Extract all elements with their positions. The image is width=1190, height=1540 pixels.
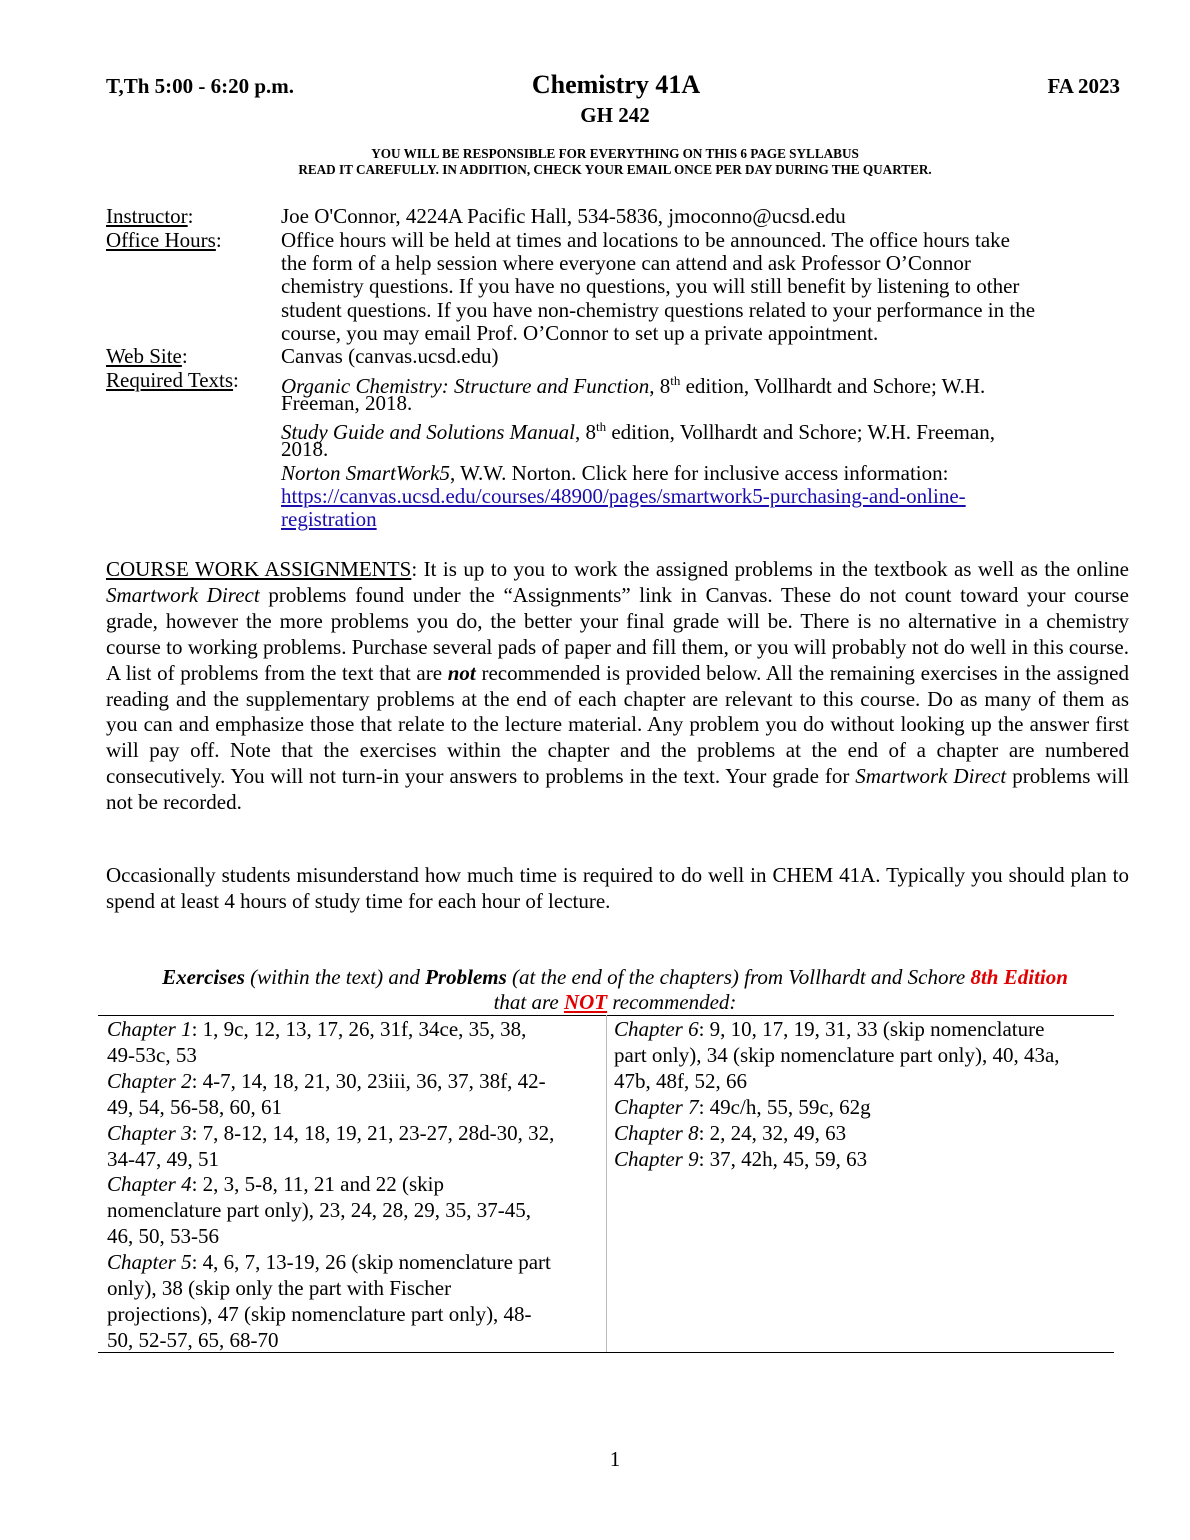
chapter-line bbox=[107, 1276, 554, 1302]
text: (within the text) and bbox=[244, 965, 426, 989]
chapter-label: Chapter 6 bbox=[614, 1017, 699, 1041]
coursework-heading: COURSE WORK ASSIGNMENTS bbox=[106, 557, 412, 581]
office-hours-label-text: Office Hours bbox=[106, 228, 216, 252]
class-schedule: T,Th 5:00 - 6:20 p.m. bbox=[106, 74, 295, 98]
required-text-3 bbox=[281, 462, 948, 485]
chapter-problems: 46, 50, 53-56 bbox=[107, 1224, 219, 1249]
emphasis: Smartwork Direct bbox=[855, 764, 1007, 789]
chapter-label: Chapter 8 bbox=[614, 1120, 699, 1145]
chapter-line bbox=[107, 1043, 554, 1069]
term: FA 2023 bbox=[1047, 74, 1120, 98]
superscript: th bbox=[670, 373, 681, 388]
emphasis: Smartwork Direct bbox=[106, 582, 260, 607]
chapter-problems: 34-47, 49, 51 bbox=[107, 1146, 219, 1171]
chapter-label: Chapter 4 bbox=[107, 1172, 192, 1197]
chapter-label: Chapter 9 bbox=[614, 1146, 699, 1171]
colon: : bbox=[187, 204, 194, 228]
caption-not: NOT bbox=[563, 990, 608, 1014]
chapter-line bbox=[107, 1095, 554, 1121]
instructor-value: Joe O'Connor, 4224A Pacific Hall, 534-5836, jmoconno@ucsd.edu bbox=[281, 204, 846, 228]
chapter-problems: only), 38 (skip only the part with Fischer bbox=[107, 1276, 452, 1301]
office-hours-line: the form of a help session where everyone can attend and ask Professor O’Connor bbox=[281, 251, 971, 275]
text: problems found under the “Assignments” link in Canvas. These do not count toward your course grade, however the more problems you do, the better your final grade will be. There is no alternative in a chemistry course to working problems. Purchase several pads of paper and fill them, or you will probably not do well in this course. A list of problems from the text that are bbox=[106, 582, 1129, 685]
colon: : bbox=[181, 344, 188, 368]
syllabus-notice-line-2: READ IT CAREFULLY. IN ADDITION, CHECK YOUR EMAIL ONCE PER DAY DURING THE QUARTER. bbox=[298, 162, 932, 177]
text: : It is up to you to work the assigned problems in the textbook as well as the online bbox=[411, 557, 1129, 581]
chapter-problems: : 9, 10, 17, 19, 31, 33 (skip nomenclature bbox=[698, 1017, 1045, 1041]
chapter-problems: projections), 47 (skip nomenclature part only), 48- bbox=[107, 1301, 532, 1326]
chapter-line bbox=[614, 1017, 1060, 1043]
chapter-problems: : 1, 9c, 12, 13, 17, 26, 31f, 34ce, 35, 38, bbox=[191, 1017, 527, 1041]
instructor-label-text: Instructor bbox=[106, 204, 188, 228]
text: , 8 bbox=[649, 374, 671, 398]
required-text-1-cont: Freeman, 2018. bbox=[281, 391, 413, 415]
chapter-problems: : 2, 3, 5-8, 11, 21 and 22 (skip bbox=[191, 1172, 444, 1197]
chapter-problems: : 4, 6, 7, 13-19, 26 (skip nomenclature part bbox=[191, 1250, 551, 1275]
text: , W.W. Norton. Click here for inclusive access information: bbox=[450, 461, 949, 485]
chapter-line bbox=[107, 1121, 554, 1147]
chapter-label: Chapter 7 bbox=[614, 1094, 699, 1119]
web-site-label-text: Web Site bbox=[106, 344, 182, 368]
required-texts-label-text: Required Texts bbox=[106, 368, 234, 392]
office-hours-line: student questions. If you have non-chemistry questions related to your performance in the bbox=[281, 298, 1036, 322]
chapter-problems: : 4-7, 14, 18, 21, 30, 23iii, 36, 37, 38f, 42- bbox=[191, 1068, 546, 1093]
chapter-line bbox=[614, 1147, 1060, 1173]
page-number: 1 bbox=[609, 1447, 621, 1471]
chapter-line bbox=[107, 1198, 554, 1224]
text: , 8 bbox=[574, 420, 596, 444]
syllabus-notice-line-1: YOU WILL BE RESPONSIBLE FOR EVERYTHING ON THIS 6 PAGE SYLLABUS bbox=[371, 146, 859, 161]
chapter-label: Chapter 2 bbox=[107, 1068, 192, 1093]
study-time-paragraph: Occasionally students misunderstand how much time is required to do well in CHEM 41A. Typically you should plan to spend at least 4 hours of study time for each hour of lecture. bbox=[106, 863, 1129, 913]
chapter-line bbox=[107, 1147, 554, 1173]
superscript: th bbox=[595, 419, 607, 434]
book-title: Organic Chemistry: Structure and Function bbox=[281, 374, 650, 398]
chapter-problems: nomenclature part only), 23, 24, 28, 29, 35, 37-45, bbox=[107, 1198, 531, 1223]
book-title: Study Guide and Solutions Manual bbox=[281, 420, 575, 444]
emphasis-not: not bbox=[447, 660, 476, 685]
chapter-problems: : 49c/h, 55, 59c, 62g bbox=[698, 1094, 871, 1119]
text: that are bbox=[493, 990, 564, 1014]
chapter-line bbox=[614, 1043, 1060, 1069]
chapter-line bbox=[614, 1069, 1060, 1095]
chapter-line bbox=[614, 1095, 1060, 1121]
table-caption-line-1 bbox=[0, 965, 1190, 990]
office-hours-line: Office hours will be held at times and locations to be announced. The office hours take bbox=[281, 228, 1010, 252]
chapter-problems: : 37, 42h, 45, 59, 63 bbox=[698, 1146, 868, 1171]
required-text-2-cont: 2018. bbox=[281, 437, 329, 461]
chapter-line bbox=[107, 1250, 554, 1276]
web-site-label bbox=[106, 345, 188, 368]
chapter-line bbox=[107, 1224, 554, 1250]
smartwork-link[interactable]: https://canvas.ucsd.edu/courses/48900/pages/smartwork5-purchasing-and-online- bbox=[281, 484, 966, 508]
office-hours-label bbox=[106, 229, 222, 252]
book-title: Norton SmartWork5 bbox=[281, 461, 450, 485]
text: recommended: bbox=[607, 990, 737, 1014]
office-hours-line: course, you may email Prof. O’Connor to set up a private appointment. bbox=[281, 321, 879, 345]
chapter-problems: part only), 34 (skip nomenclature part only), 40, 43a, bbox=[614, 1042, 1060, 1067]
colon: : bbox=[233, 368, 239, 392]
required-texts-label bbox=[106, 369, 239, 392]
table-caption-line-2 bbox=[0, 990, 1190, 1015]
chapter-problems: 47b, 48f, 52, 66 bbox=[614, 1068, 747, 1093]
course-title: Chemistry 41A bbox=[531, 70, 701, 99]
chapter-problems: 49-53c, 53 bbox=[107, 1042, 197, 1067]
table-column-divider bbox=[606, 1015, 607, 1353]
required-text-2 bbox=[281, 415, 995, 444]
colon: : bbox=[215, 228, 222, 252]
caption-bold: Problems bbox=[425, 965, 507, 989]
instructor-label bbox=[106, 205, 194, 228]
not-recommended-left-column bbox=[107, 1017, 554, 1354]
coursework-paragraph bbox=[106, 557, 1129, 816]
smartwork-link-cont[interactable]: registration bbox=[281, 507, 377, 531]
web-site-value: Canvas (canvas.ucsd.edu) bbox=[281, 344, 499, 368]
chapter-label: Chapter 3 bbox=[107, 1120, 192, 1145]
chapter-line bbox=[107, 1172, 554, 1198]
caption-edition: 8th Edition bbox=[970, 965, 1068, 989]
chapter-problems: 50, 52-57, 65, 68-70 bbox=[107, 1327, 279, 1352]
text: edition, Vollhardt and Schore; W.H. bbox=[680, 374, 986, 398]
chapter-problems: : 7, 8-12, 14, 18, 19, 21, 23-27, 28d-30, 32, bbox=[191, 1120, 555, 1145]
room: GH 242 bbox=[580, 103, 650, 127]
text: recommended is provided below. All the remaining exercises in the assigned reading and the supplementary problems at the end of each chapter are relevant to this course. Do as many of them as you can and emphasize those that relate to the lecture material. Any problem you do without looking up the answer first will pay off. Note that the exercises within the chapter and the problems at the end of a chapter are numbered consecutively. You will not turn-in your answers to problems in the text. Your grade for bbox=[106, 660, 1130, 789]
chapter-label: Chapter 5 bbox=[107, 1250, 192, 1275]
text: problems will not be recorded. bbox=[106, 764, 1130, 815]
chapter-line bbox=[614, 1121, 1060, 1147]
chapter-line bbox=[107, 1017, 554, 1043]
office-hours-line: chemistry questions. If you have no questions, you will still benefit by listening to other bbox=[281, 274, 1020, 298]
chapter-line bbox=[107, 1328, 554, 1354]
chapter-line bbox=[107, 1302, 554, 1328]
chapter-problems: : 2, 24, 32, 49, 63 bbox=[698, 1120, 847, 1145]
chapter-problems: 49, 54, 56-58, 60, 61 bbox=[107, 1094, 282, 1119]
caption-bold: Exercises bbox=[162, 965, 245, 989]
not-recommended-right-column bbox=[614, 1017, 1060, 1172]
text: (at the end of the chapters) from Vollhardt and Schore bbox=[506, 965, 971, 989]
chapter-label: Chapter 1 bbox=[107, 1017, 192, 1041]
chapter-line bbox=[107, 1069, 554, 1095]
text: edition, Vollhardt and Schore; W.H. Freeman, bbox=[606, 420, 995, 444]
